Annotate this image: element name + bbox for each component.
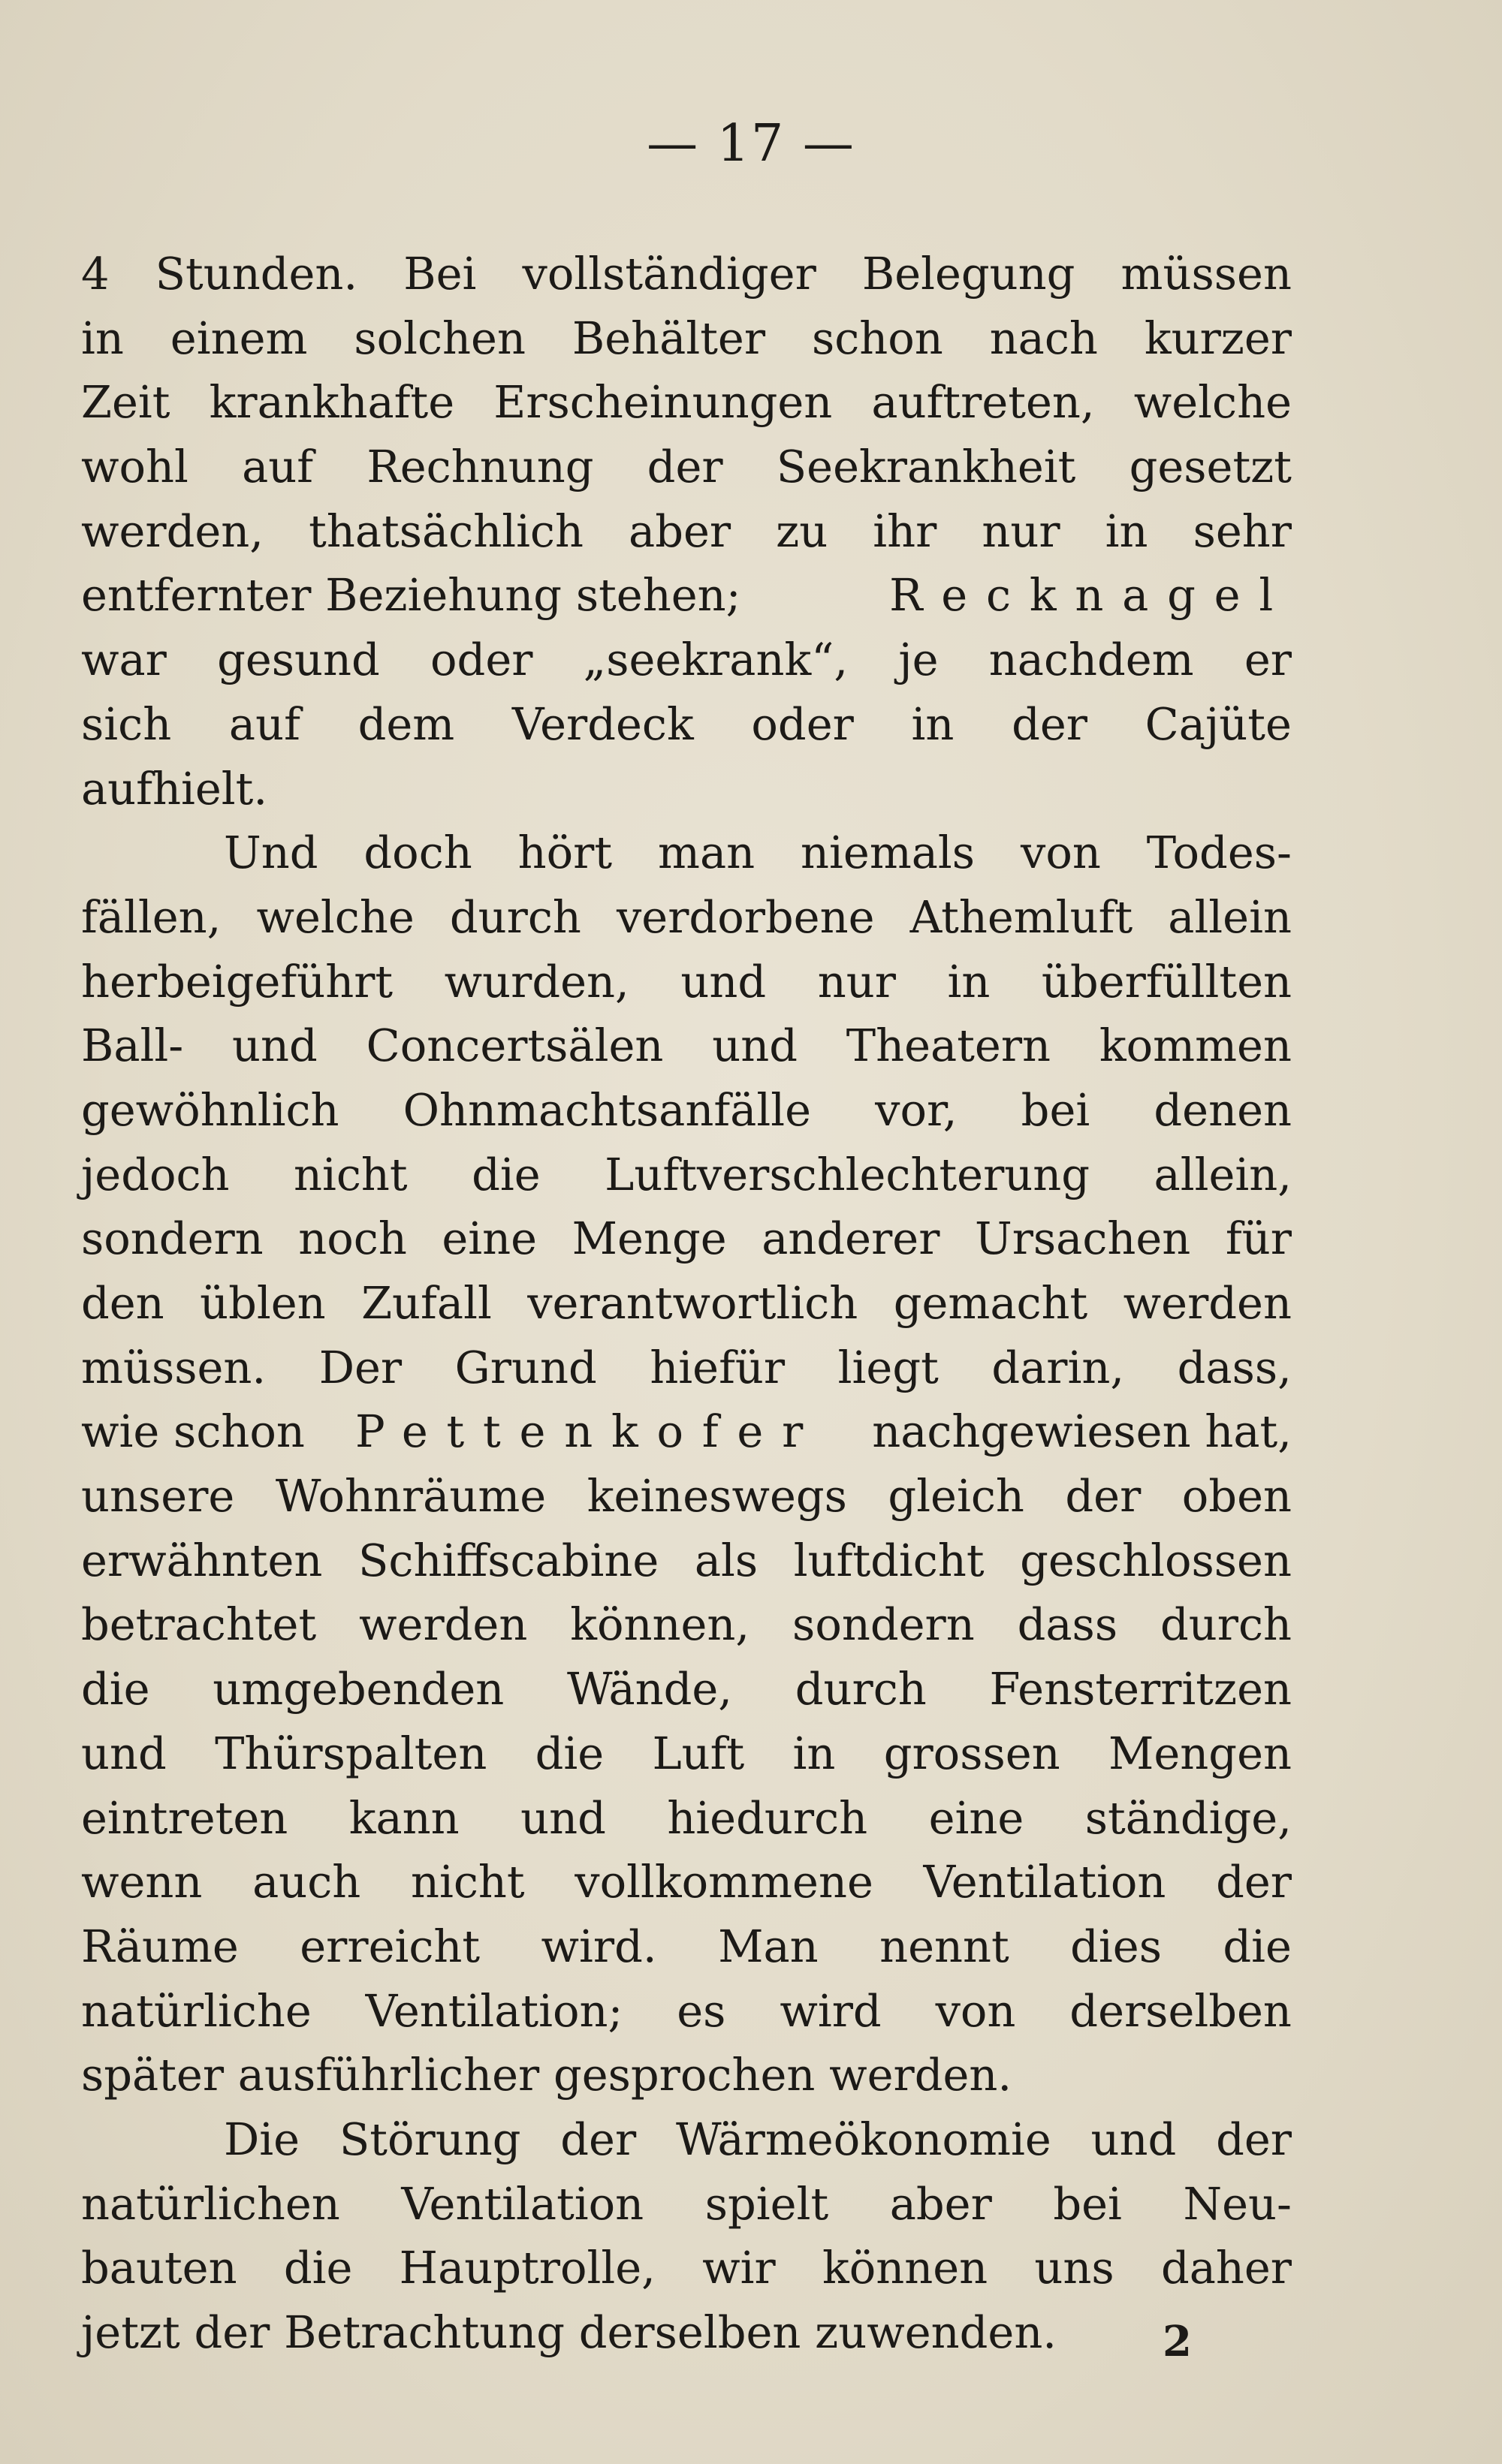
word: Ball-: [81, 1020, 184, 1072]
word: jedoch: [81, 1148, 230, 1200]
word: vollständiger: [522, 248, 816, 300]
word: und: [680, 955, 767, 1008]
word: Wärmeökonomie: [675, 2113, 1051, 2165]
word: dass,: [1177, 1341, 1292, 1393]
word: 4: [81, 248, 110, 300]
word: zu: [776, 505, 828, 557]
word: eintreten: [81, 1791, 288, 1844]
word: sondern: [792, 1598, 975, 1651]
word: ihr: [873, 505, 937, 557]
word: eine: [928, 1791, 1024, 1844]
word: oben: [1181, 1470, 1292, 1523]
word: war: [81, 634, 167, 686]
text-line: [81, 499, 1292, 564]
word: betrachtet: [81, 1598, 317, 1651]
word: und: [81, 1727, 167, 1779]
word: gewöhnlich: [81, 1083, 339, 1136]
word: und: [712, 1020, 798, 1072]
word: Theatern: [846, 1020, 1051, 1072]
word: luftdicht: [793, 1534, 985, 1586]
word: einem: [170, 312, 308, 364]
word: Cajüte: [1145, 697, 1292, 750]
word: Mengen: [1108, 1727, 1292, 1779]
word: Seekrankheit: [776, 441, 1076, 493]
word: wird.: [541, 1920, 657, 1972]
word: sich: [81, 697, 172, 750]
word: durch: [795, 1663, 927, 1715]
word: der: [1216, 1856, 1292, 1908]
text-line: [81, 1979, 1292, 2044]
word: die: [472, 1148, 541, 1200]
word: oder: [430, 634, 533, 686]
word: die: [81, 1663, 150, 1715]
word: Die: [224, 2113, 300, 2165]
word: Und: [224, 827, 318, 879]
word: aber: [889, 2177, 992, 2230]
word: ständige,: [1084, 1791, 1292, 1844]
word: Zufall: [361, 1277, 492, 1329]
word: Der: [318, 1341, 403, 1393]
word: können,: [570, 1598, 750, 1651]
text-line: [81, 885, 1292, 950]
word: können: [822, 2242, 988, 2294]
word: nachdem: [988, 634, 1194, 686]
word: nicht: [294, 1148, 408, 1200]
word: müssen.: [81, 1341, 267, 1393]
text-line: [81, 692, 1292, 757]
word: hiedurch: [667, 1791, 868, 1844]
word: Ventilation: [401, 2177, 644, 2230]
text-line: [81, 1721, 1292, 1786]
word: uns: [1034, 2242, 1114, 2294]
text-line: [81, 1143, 1292, 1207]
text-line: wie schon Pettenkofer nachgewiesen hat,: [81, 1399, 1292, 1464]
word: Athemluft: [909, 890, 1133, 943]
word: Behälter: [572, 312, 766, 364]
word: man: [658, 827, 756, 879]
word: nach: [989, 312, 1098, 364]
word: Bei: [403, 248, 477, 300]
text-line: [81, 628, 1292, 692]
author-name-pettenkofer: Pettenkofer: [355, 1405, 822, 1458]
text-line: [81, 2107, 1292, 2172]
word: geschlossen: [1020, 1534, 1292, 1586]
word: Concertsälen: [366, 1020, 664, 1072]
word: anderer: [762, 1212, 940, 1265]
word: wird: [780, 1984, 882, 2037]
word: sondern: [81, 1212, 264, 1265]
word: verantwortlich: [527, 1277, 858, 1329]
text-line: [81, 1271, 1292, 1336]
word: den: [81, 1277, 164, 1329]
word: in: [947, 955, 991, 1008]
word: Neu-: [1183, 2177, 1292, 2230]
word: denen: [1154, 1083, 1292, 1136]
word: gesetzt: [1129, 441, 1292, 493]
word: solchen: [354, 312, 526, 364]
word: Grund: [454, 1341, 597, 1393]
word: herbeigeführt: [81, 955, 394, 1008]
text-line: [81, 950, 1292, 1014]
text-line: [81, 435, 1292, 499]
word: Ursachen: [974, 1212, 1191, 1265]
word: werden,: [81, 505, 264, 557]
word: der: [647, 441, 723, 493]
word: spielt: [704, 2177, 829, 2230]
word: für: [1225, 1212, 1292, 1265]
word: Störung: [339, 2113, 521, 2165]
word: dass: [1017, 1598, 1118, 1651]
word: grossen: [883, 1727, 1060, 1779]
word: kommen: [1099, 1020, 1292, 1072]
word: vollkommene: [575, 1856, 873, 1908]
word: der: [1216, 2113, 1292, 2165]
text-line: [81, 1529, 1292, 1593]
word: bei: [1021, 1083, 1090, 1136]
word: durch: [1160, 1598, 1292, 1651]
author-name-recknagel: Recknagel: [889, 569, 1292, 622]
word: erwähnten: [81, 1534, 323, 1586]
word: auf: [228, 697, 300, 750]
word: von: [1021, 827, 1101, 879]
word: die: [283, 2242, 353, 2294]
word: nur: [817, 955, 896, 1008]
word: liegt: [837, 1341, 939, 1393]
word: wurden,: [444, 955, 629, 1008]
word: thatsächlich: [309, 505, 584, 557]
word: werden: [1123, 1277, 1292, 1329]
word: krankhafte: [209, 376, 455, 429]
word: Fensterritzen: [989, 1663, 1292, 1715]
word: unsere: [81, 1470, 235, 1523]
word: schon: [811, 312, 943, 364]
text-line: [81, 2172, 1292, 2237]
word: „seekrank“,: [583, 634, 849, 686]
word: Luftverschlechterung: [605, 1148, 1090, 1200]
word: hiefür: [650, 1341, 786, 1393]
word: oder: [751, 697, 854, 750]
text-line: [81, 370, 1292, 435]
text-line: [81, 1850, 1292, 1914]
text-line: später ausführlicher gesprochen werden.: [81, 2049, 1012, 2101]
word: doch: [363, 827, 472, 879]
word: die: [535, 1727, 605, 1779]
word: eine: [442, 1212, 538, 1265]
word: dies: [1070, 1920, 1162, 1972]
word: Todes-: [1146, 827, 1292, 879]
word: üblen: [200, 1277, 326, 1329]
word: natürlichen: [81, 2177, 340, 2230]
word: hört: [517, 827, 613, 879]
word: es: [677, 1984, 726, 2037]
word: Rechnung: [366, 441, 594, 493]
word: der: [1012, 697, 1087, 750]
word: Menge: [572, 1212, 727, 1265]
word: fällen,: [81, 890, 222, 943]
word: wenn: [81, 1856, 203, 1908]
text-line: [81, 306, 1292, 371]
word: Räume: [81, 1920, 239, 1972]
word: und: [232, 1020, 318, 1072]
word: Erscheinungen: [493, 376, 833, 429]
word: Ventilation;: [365, 1984, 623, 2037]
word: kurzer: [1144, 312, 1292, 364]
word: erreicht: [300, 1920, 481, 1972]
word: sehr: [1193, 505, 1292, 557]
word: Wände,: [566, 1663, 733, 1715]
word: und: [1090, 2113, 1177, 2165]
text-line: [81, 242, 1292, 306]
word: welche: [256, 890, 415, 943]
word: Schiffscabine: [357, 1534, 659, 1586]
word: die: [1223, 1920, 1292, 1972]
word: Verdeck: [511, 697, 694, 750]
text-line: [81, 1592, 1292, 1657]
text-line: [81, 1914, 1292, 1979]
word: als: [694, 1534, 759, 1586]
word: überfüllten: [1041, 955, 1292, 1008]
word: in: [792, 1727, 836, 1779]
word: Ohnmachtsanfälle: [403, 1083, 812, 1136]
word: er: [1244, 634, 1292, 686]
text-line: [81, 1206, 1292, 1271]
word: verdorbene: [616, 890, 875, 943]
word: in: [911, 697, 955, 750]
text-line: [81, 821, 1292, 885]
word: Stunden.: [155, 248, 358, 300]
text-line: [81, 1657, 1292, 1721]
word: wohl: [81, 441, 189, 493]
word: müssen: [1120, 248, 1292, 300]
word: noch: [298, 1212, 407, 1265]
text-line: [81, 1336, 1292, 1400]
word: derselben: [1069, 1984, 1292, 2037]
text-line: [81, 1786, 1292, 1851]
word: Belegung: [861, 248, 1075, 300]
word: kann: [348, 1791, 460, 1844]
word: auch: [252, 1856, 361, 1908]
word: werden: [359, 1598, 528, 1651]
word: gleich: [888, 1470, 1024, 1523]
text-line: [81, 1078, 1292, 1143]
word: umgebenden: [213, 1663, 505, 1715]
word: in: [1105, 505, 1148, 557]
word: je: [898, 634, 939, 686]
word: der: [1065, 1470, 1142, 1523]
word: gesund: [217, 634, 380, 686]
word: in: [81, 312, 124, 364]
word: vor,: [875, 1083, 958, 1136]
word: Hauptrolle,: [399, 2242, 656, 2294]
text-line: [81, 1014, 1292, 1078]
text-line: [81, 1464, 1292, 1529]
word: bei: [1053, 2177, 1122, 2230]
word: von: [935, 1984, 1016, 2037]
word: und: [520, 1791, 606, 1844]
word: keineswegs: [587, 1470, 847, 1523]
word: natürliche: [81, 1984, 312, 2037]
word: nennt: [879, 1920, 1009, 1972]
word: gemacht: [893, 1277, 1088, 1329]
word: durch: [449, 890, 581, 943]
word: nicht: [410, 1856, 525, 1908]
word: allein: [1168, 890, 1292, 943]
text-line: aufhielt.: [81, 762, 268, 815]
word: Luft: [652, 1727, 745, 1779]
word: niemals: [801, 827, 976, 879]
word: der: [560, 2113, 637, 2165]
word: wir: [702, 2242, 776, 2294]
word: bauten: [81, 2242, 237, 2294]
word: welche: [1133, 376, 1292, 429]
page-number: — 17 —: [647, 114, 855, 173]
text-line: jetzt der Betrachtung derselben zuwenden.: [81, 2306, 1057, 2358]
text-line: entfernter Beziehung stehen; Recknagel: [81, 563, 1292, 628]
word: Ventilation: [923, 1856, 1166, 1908]
word: daher: [1160, 2242, 1292, 2294]
word: nur: [982, 505, 1060, 557]
word: dem: [357, 697, 455, 750]
word: Wohnräume: [275, 1470, 547, 1523]
word: aber: [629, 505, 731, 557]
word: Man: [718, 1920, 819, 1972]
word: Thürspalten: [215, 1727, 487, 1779]
word: auf: [242, 441, 314, 493]
text-line: [81, 2236, 1292, 2300]
word: Zeit: [81, 376, 170, 429]
body-text: [81, 242, 1292, 2365]
word: darin,: [991, 1341, 1125, 1393]
word: allein,: [1154, 1148, 1292, 1200]
word: auftreten,: [871, 376, 1095, 429]
signature-mark: 2: [1163, 2317, 1192, 2366]
